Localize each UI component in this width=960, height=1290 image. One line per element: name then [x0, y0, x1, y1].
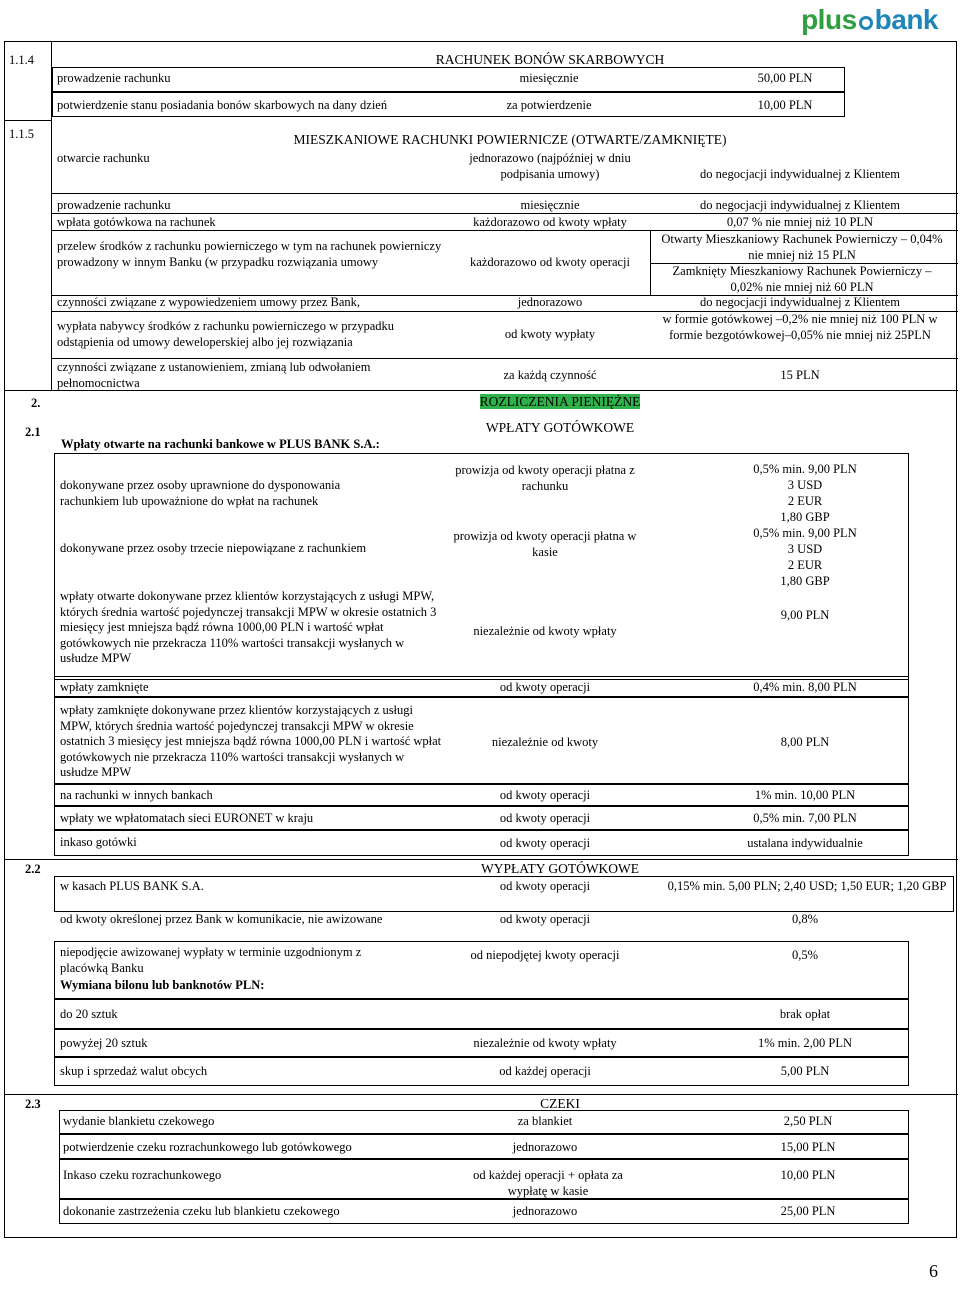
- row-frequency: niezależnie od kwoty wpłaty: [473, 624, 617, 638]
- row-fee: 0,5% min. 7,00 PLN: [753, 811, 857, 825]
- logo-text-bank: bank: [874, 4, 938, 35]
- row-fee: 25,00 PLN: [780, 1204, 836, 1218]
- row-fee-open: Otwarty Mieszkaniowy Rachunek Powierniczy – 0,04% nie mniej niż 15 PLN: [661, 232, 943, 262]
- row-fee: w formie gotówkowej –0,2% nie mniej niż 100 PLN w formie bezgotówkowej–0,05% nie mniej niż 25PLN: [662, 312, 938, 342]
- row-divider: [52, 213, 958, 214]
- row-description: wydanie blankietu czekowego: [63, 1114, 215, 1128]
- row-fee: 15,00 PLN: [780, 1140, 836, 1154]
- row-fee: 1,80 GBP: [780, 574, 830, 588]
- fee-table-document: [4, 41, 957, 1238]
- row-frequency: każdorazowo od kwoty wpłaty: [473, 215, 627, 229]
- row-frequency: za blankiet: [517, 1114, 573, 1128]
- row-description: potwierdzenie czeku rozrachunkowego lub gotówkowego: [63, 1140, 352, 1154]
- plus-bank-logo: [801, 4, 938, 36]
- row-fee: 2 EUR: [787, 494, 823, 508]
- row-fee: 0,15% min. 5,00 PLN; 2,40 USD; 1,50 EUR; 1,20 GBP: [667, 879, 947, 893]
- row-frequency: miesięcznie: [519, 71, 579, 85]
- row-frequency: prowizja od kwoty operacji płatna z rachunku: [455, 463, 635, 493]
- row-frequency: od kwoty operacji: [499, 912, 591, 926]
- row-description: wpłaty otwarte dokonywane przez klientów korzystających z usługi MPW, których średnia wartość pojedynczej transakcji MPW w okresie ostatnich 3 miesięcy jest mniejsza bądź równa 1000,00 PLN i wartość wpłat gotówkowych nie przekracza 110% wartości transakcji wysłanych w usłudze MPW: [60, 589, 437, 666]
- row-description: inkaso gotówki: [60, 835, 137, 849]
- row-fee: 8,00 PLN: [780, 735, 830, 749]
- row-frequency: miesięcznie: [520, 198, 580, 212]
- row-fee: 9,00 PLN: [780, 608, 830, 622]
- section-title: MIESZKANIOWE RACHUNKI POWIERNICZE (OTWARTE/ZAMKNIĘTE): [293, 132, 727, 147]
- section-subtitle: Wymiana bilonu lub banknotów PLN:: [60, 978, 265, 992]
- row-fee: brak opłat: [779, 1007, 831, 1021]
- row-fee-closed: Zamknięty Mieszkaniowy Rachunek Powierniczy – 0,02% nie mniej niż 60 PLN: [672, 264, 932, 294]
- row-description: dokonywane przez osoby uprawnione do dysponowania rachunkiem lub upoważnione do wpłat na rachunek: [60, 478, 341, 508]
- logo-swirl-icon: [859, 16, 873, 30]
- row-fee: 0,07 % nie mniej niż 10 PLN: [726, 215, 874, 229]
- row-description: do 20 sztuk: [60, 1007, 118, 1021]
- row-fee: 50,00 PLN: [757, 71, 813, 85]
- row-fee: 10,00 PLN: [780, 1168, 836, 1182]
- row-frequency: za potwierdzenie: [506, 98, 592, 112]
- row-fee: 0,4% min. 8,00 PLN: [753, 680, 857, 694]
- row-frequency: jednorazowo: [517, 295, 583, 309]
- row-frequency: od kwoty wypłaty: [504, 327, 596, 341]
- row-fee: do negocjacji indywidualnej z Klientem: [700, 295, 900, 309]
- row-fee: ustalana indywidualnie: [747, 836, 863, 850]
- row-fee: 0,5% min. 9,00 PLN: [753, 462, 857, 476]
- row-fee: 0,8%: [791, 912, 819, 926]
- row-fee: 0,5%: [791, 948, 819, 962]
- row-frequency: niezależnie od kwoty: [491, 735, 599, 749]
- row-frequency: od kwoty operacji: [499, 680, 591, 694]
- row-frequency: od kwoty operacji: [499, 788, 591, 802]
- row-description: Inkaso czeku rozrachunkowego: [63, 1168, 222, 1182]
- section-number: 1.1.5: [9, 127, 34, 141]
- row-description: na rachunki w innych bankach: [60, 788, 213, 802]
- section-title: WPŁATY GOTÓWKOWE: [485, 420, 635, 435]
- row-frequency: od niepodjętej kwoty operacji: [470, 948, 620, 962]
- row-description: dokonywane przez osoby trzecie niepowiązane z rachunkiem: [60, 541, 367, 555]
- row-description: prowadzenie rachunku: [57, 198, 171, 212]
- row-description: powyżej 20 sztuk: [60, 1036, 148, 1050]
- row-fee: 10,00 PLN: [757, 98, 813, 112]
- row-fee: 5,00 PLN: [780, 1064, 830, 1078]
- row-description: od kwoty określonej przez Bank w komunikacie, nie awizowane: [60, 912, 383, 926]
- row-fee: 1,80 GBP: [780, 510, 830, 524]
- row-frequency: prowizja od kwoty operacji płatna w kasie: [453, 529, 637, 559]
- row-description: wpłaty we wpłatomatach sieci EURONET w kraju: [60, 811, 314, 825]
- logo-text-plus: plus: [801, 4, 857, 35]
- row-divider: [5, 859, 958, 860]
- row-description: wypłata nabywcy środków z rachunku powierniczego w przypadku odstąpienia od umowy deweloperskiej albo jej rozwiązania: [57, 319, 395, 349]
- row-description: wpłata gotówkowa na rachunek: [57, 215, 216, 229]
- row-description: dokonanie zastrzeżenia czeku lub blankietu czekowego: [63, 1204, 340, 1218]
- row-frequency: od kwoty operacji: [499, 879, 591, 893]
- row-fee: 15 PLN: [780, 368, 820, 382]
- section-number: 1.1.4: [9, 53, 34, 67]
- row-fee: 2,50 PLN: [783, 1114, 833, 1128]
- row-fee: 1% min. 2,00 PLN: [757, 1036, 853, 1050]
- section-title: CZEKI: [540, 1096, 580, 1111]
- row-description: niepodjęcie awizowanej wypłaty w terminie uzgodnionym z placówką Banku: [60, 945, 362, 975]
- row-description: w kasach PLUS BANK S.A.: [60, 879, 204, 893]
- row-frequency: za każdą czynność: [503, 368, 597, 382]
- row-fee: do negocjacji indywidualnej z Klientem: [700, 167, 900, 181]
- row-frequency: od każdej operacji + opłata za wypłatę w kasie: [473, 1168, 623, 1198]
- row-description: czynności związane z wypowiedzeniem umowy przez Bank,: [57, 295, 361, 309]
- row-fee: 1% min. 10,00 PLN: [754, 788, 856, 802]
- row-description: czynności związane z ustanowieniem, zmianą lub odwołaniem pełnomocnictwa: [57, 360, 371, 390]
- row-divider: [52, 230, 958, 231]
- row-frequency: niezależnie od kwoty wpłaty: [473, 1036, 617, 1050]
- row-frequency: jednorazowo: [512, 1204, 578, 1218]
- row-frequency: od każdej operacji: [499, 1064, 591, 1078]
- section-number: 2.: [31, 396, 41, 410]
- row-frequency: jednorazowo (najpóźniej w dniu podpisania umowy): [469, 151, 631, 181]
- section-title-text: ROZLICZENIA PIENIĘŻNE: [479, 394, 641, 409]
- row-description: prowadzenie rachunku: [57, 71, 171, 85]
- row-frequency: jednorazowo: [512, 1140, 578, 1154]
- row-divider: [5, 120, 51, 121]
- section-number: 2.2: [25, 862, 41, 876]
- row-divider: [5, 1094, 958, 1095]
- page-number: 6: [929, 1261, 938, 1281]
- row-description: potwierdzenie stanu posiadania bonów skarbowych na dany dzień: [57, 98, 388, 112]
- row-fee: 0,5% min. 9,00 PLN: [753, 526, 857, 540]
- section-title: WYPŁATY GOTÓWKOWE: [480, 861, 640, 876]
- section-number: 2.1: [25, 425, 41, 439]
- row-frequency: od kwoty operacji: [499, 811, 591, 825]
- row-divider: [5, 390, 958, 391]
- row-fee: 3 USD: [787, 542, 823, 556]
- row-description: otwarcie rachunku: [57, 151, 150, 165]
- row-description: przelew środków z rachunku powierniczego w tym na rachunek powierniczy prowadzony w innym Banku (w przypadku rozwiązania umowy: [57, 239, 442, 269]
- row-description: wpłaty zamknięte dokonywane przez klientów korzystających z usługi MPW, których średnia wartość pojedynczej transakcji MPW w okresie ostatnich 3 miesięcy jest mniejsza bądź równa 1000,00 PLN i wartość wpłat gotówkowych nie przekracza 110% wartości transakcji wysłanych w usłudze MPW: [60, 703, 442, 780]
- row-fee: 3 USD: [787, 478, 823, 492]
- row-frequency: każdorazowo od kwoty operacji: [469, 255, 630, 269]
- section-subtitle: Wpłaty otwarte na rachunki bankowe w PLUS BANK S.A.:: [61, 437, 380, 451]
- row-description: skup i sprzedaż walut obcych: [60, 1064, 208, 1078]
- row-divider: [52, 193, 958, 194]
- row-fee: 2 EUR: [787, 558, 823, 572]
- section-title: [395, 394, 725, 410]
- section-number: 2.3: [25, 1097, 41, 1111]
- section-title: RACHUNEK BONÓW SKARBOWYCH: [435, 52, 665, 67]
- row-description: wpłaty zamknięte: [60, 680, 149, 694]
- row-fee: do negocjacji indywidualnej z Klientem: [700, 198, 900, 212]
- row-divider: [52, 358, 958, 359]
- row-frequency: od kwoty operacji: [499, 836, 591, 850]
